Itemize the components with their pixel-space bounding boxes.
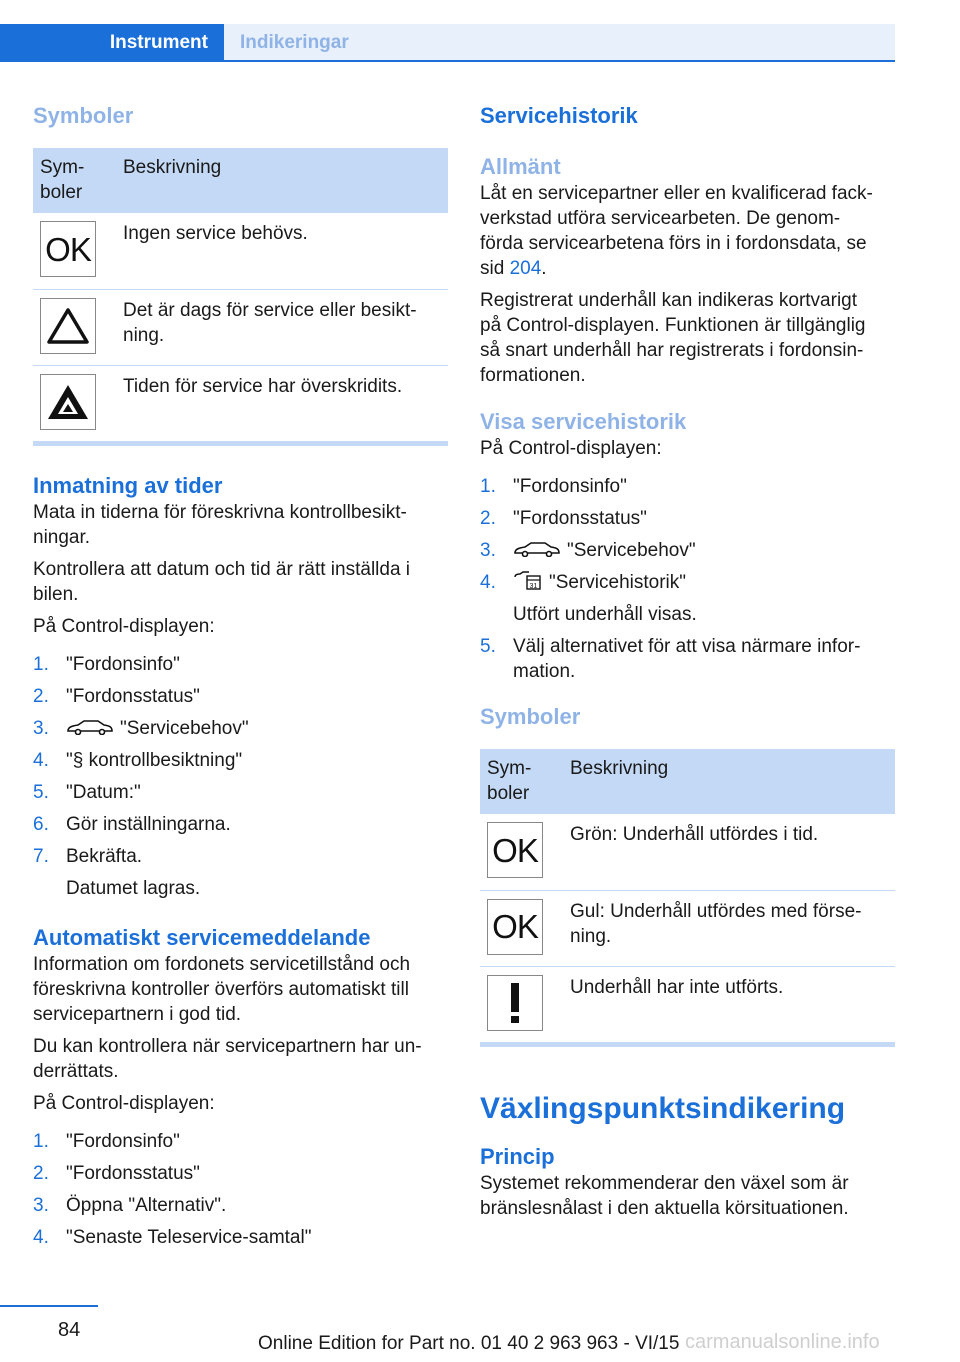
- paragraph: På Control-displayen:: [33, 616, 215, 637]
- list-item: 1. "Fordonsinfo": [33, 654, 180, 675]
- inmatning-heading: Inmatning av tider: [33, 473, 223, 498]
- table-row: [33, 289, 448, 365]
- row-description: Gul: Underhåll utfördes med förse- ning.: [563, 890, 895, 966]
- car-icon: [513, 541, 561, 557]
- visa-heading: Visa servicehistorik: [480, 409, 687, 434]
- list-item: 6. Gör inställningarna.: [33, 814, 231, 835]
- svg-text:31: 31: [529, 582, 538, 590]
- step-result: Utfört underhåll visas.: [513, 604, 697, 625]
- right-column: [480, 102, 895, 1221]
- allmant-heading: Allmänt: [480, 154, 561, 179]
- paragraph: Mata in tiderna för föreskrivna kontrollbesikt- ningar.: [33, 502, 407, 548]
- paragraph: På Control-displayen:: [480, 438, 662, 459]
- visa-steps: [480, 474, 895, 595]
- princip-heading: Princip: [480, 1144, 555, 1169]
- auto-steps: [33, 1129, 448, 1250]
- list-item: 2. "Fordonsstatus": [33, 686, 200, 707]
- warning-triangle-icon: [40, 298, 96, 354]
- footer-rule: [0, 1305, 98, 1307]
- inmatning-steps: [33, 652, 448, 869]
- table-row: [480, 890, 895, 966]
- tab-indikeringar[interactable]: Indikeringar: [224, 24, 895, 60]
- header-rule: [0, 60, 895, 62]
- list-item: 1. "Fordonsinfo": [33, 1131, 180, 1152]
- row-description: Underhåll har inte utförts.: [570, 976, 784, 998]
- table-header-description: Beskrivning: [116, 148, 448, 213]
- table-row: [33, 213, 448, 289]
- list-item: 5. "Datum:": [33, 782, 141, 803]
- list-item: 5. Välj alternativet för att visa närmare infor- mation.: [480, 636, 861, 682]
- table-row: [480, 814, 895, 890]
- page-link[interactable]: 204: [509, 258, 542, 279]
- paragraph: På Control-displayen:: [33, 1093, 215, 1114]
- table-header-symbols: Sym- boler: [33, 148, 116, 213]
- row-description: Det är dags för service eller besikt- ning.: [116, 289, 448, 365]
- auto-heading: Automatiskt servicemeddelande: [33, 925, 371, 950]
- tab-instrument[interactable]: Instrument: [0, 24, 224, 62]
- service-symbols-table: [33, 148, 448, 441]
- table-row: [480, 966, 895, 1042]
- left-column: [33, 102, 448, 1257]
- list-item: 4. 31 "Servicehistorik": [480, 572, 687, 593]
- list-item: 2. "Fordonsstatus": [480, 508, 647, 529]
- watermark: carmanualsonline.info: [685, 1331, 880, 1353]
- symbols-heading: Symboler: [480, 704, 581, 729]
- list-item: 4. "Senaste Teleservice-samtal": [33, 1227, 312, 1248]
- header-tabs: [0, 24, 895, 62]
- row-description: Tiden för service har överskridits.: [123, 375, 403, 397]
- exclamation-icon: [487, 975, 543, 1031]
- row-description: Grön: Underhåll utfördes i tid.: [563, 814, 895, 890]
- paragraph: Information om fordonets servicetillstånd och föreskrivna kontroller överförs automatiskt till servicepartnern i god tid.: [33, 954, 411, 1025]
- paragraph: Systemet rekommenderar den växel som är bränslesnålast i den aktuella körsituationen.: [480, 1173, 849, 1219]
- page-number: 84: [58, 1319, 81, 1341]
- car-icon: [66, 719, 114, 735]
- warning-triangle-filled-icon: [40, 374, 96, 430]
- list-item: 3. Öppna "Alternativ".: [33, 1195, 227, 1216]
- list-item: 7. Bekräfta.: [33, 846, 143, 867]
- table-end-rule: [33, 441, 448, 446]
- list-item: 4. "§ kontrollbesiktning": [33, 750, 243, 771]
- table-header-description: Beskrivning: [563, 749, 895, 814]
- list-item: 3. "Servicebehov": [33, 718, 249, 739]
- ok-green-icon: OK: [487, 822, 543, 878]
- symbols-heading: Symboler: [33, 103, 134, 128]
- visa-steps-cont: [480, 634, 895, 684]
- list-item: 3. "Servicebehov": [480, 540, 696, 561]
- table-row: [33, 365, 448, 441]
- list-item: 1. "Fordonsinfo": [480, 476, 627, 497]
- service-history-icon: [513, 571, 543, 591]
- paragraph: Du kan kontrollera när servicepartnern har un- derrättats.: [33, 1036, 422, 1082]
- ok-yellow-icon: OK: [487, 899, 543, 955]
- history-symbols-table: [480, 749, 895, 1042]
- history-heading: Servicehistorik: [480, 103, 638, 128]
- table-header-symbols: Sym- boler: [480, 749, 563, 814]
- vaxling-heading: Växlingspunktsindikering: [480, 1092, 846, 1125]
- table-end-rule: [480, 1042, 895, 1047]
- paragraph: Kontrollera att datum och tid är rätt inställda i bilen.: [33, 559, 411, 605]
- step-result: Datumet lagras.: [66, 878, 201, 899]
- paragraph: Låt en servicepartner eller en kvalificerad fack- verkstad utföra servicearbeten. De genom- förda servicearbetena förs in i fordonsdata, se sid 204.: [480, 183, 873, 279]
- paragraph: Registrerat underhåll kan indikeras kortvarigt på Control-displayen. Funktionen är tillgänglig så snart underhåll har registrerats i fordonsin- formationen.: [480, 290, 866, 386]
- edition-text: Online Edition for Part no. 01 40 2 963 963 - VI/15: [258, 1333, 680, 1354]
- ok-icon: OK: [40, 221, 96, 277]
- list-item: 2. "Fordonsstatus": [33, 1163, 200, 1184]
- row-description: Ingen service behövs.: [116, 213, 448, 289]
